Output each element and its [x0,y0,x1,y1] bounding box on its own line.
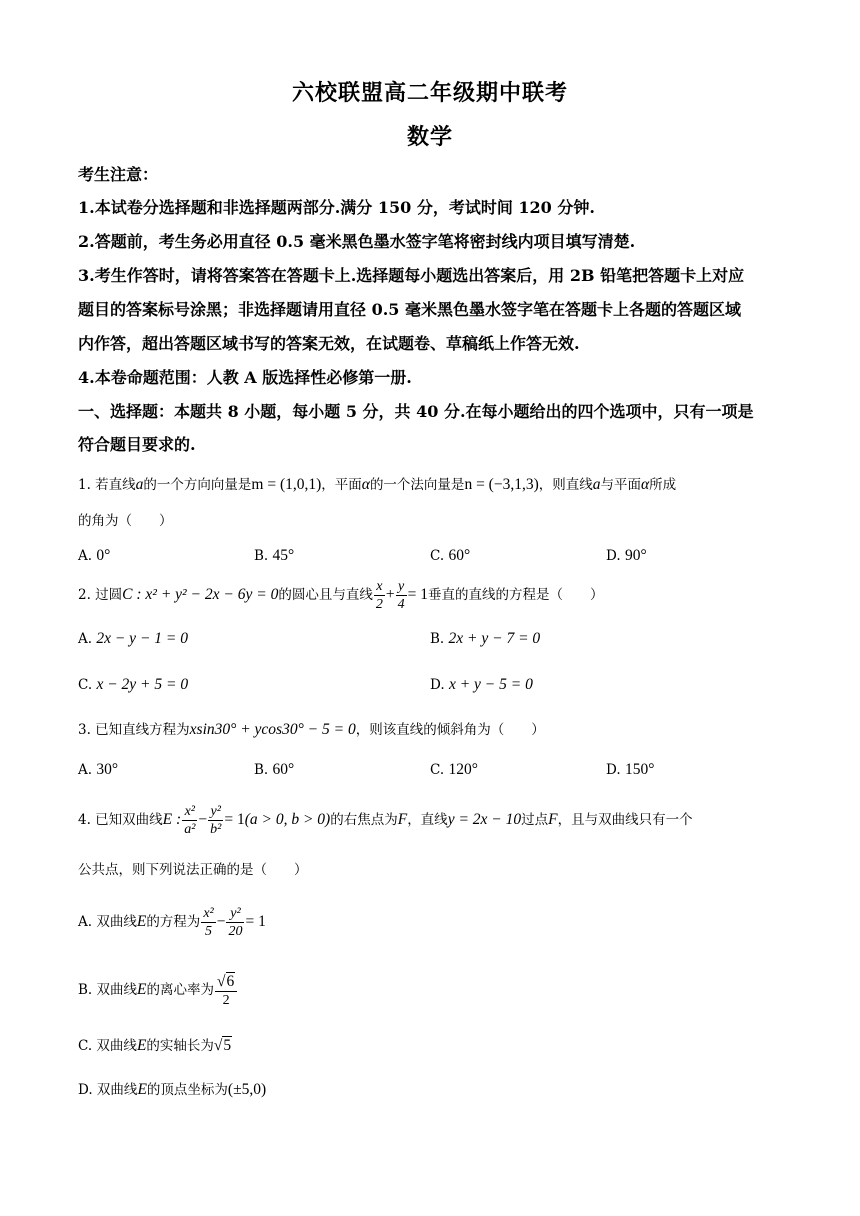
notice-item-3-line-3: 内作答，超出答题区域书写的答案无效，在试题卷、草稿纸上作答无效. [78,334,580,353]
notice-item-2: 2.答题前，考生务必用直径 0.5 毫米黑色墨水签字笔将密封线内项目填写清楚. [78,232,636,251]
fraction-y-over-4: $\frac{y}{4}$ [397,578,405,612]
fraction-y2-over-20: $\frac{\text{y²}}{20}$ [228,905,243,939]
q2-option-c: C. x − 2y + 5 = 0 [78,676,189,693]
line-equation: xsin30° + ycos30° − 5 = 0 [189,721,356,738]
question-4-line-2: 公共点，则下列说法正确的是（ ） [78,862,308,878]
q3-option-b: B. 60° [254,761,295,778]
fraction-sqrt6-over-2: $\frac{√6}{2}$ [215,974,237,1008]
q1-option-a: A. 0° [78,547,111,564]
sqrt-5: √5 [213,1037,232,1054]
notice-item-3-line-1: 3.考生作答时，请将答案答在答题卡上.选择题每小题选出答案后，用 2B 铅笔把答题卡上对应 [78,266,745,285]
section-1-line-2: 符合题目要求的. [78,435,196,454]
question-1-line-1: 1. 若直线a的一个方向向量是m = (1,0,1)，平面α的一个法向量是n = (−3,1,3)，则直线a与平面α所成 [78,476,677,493]
vector-n: n = (−3,1,3) [464,476,539,493]
var-alpha: α [361,476,370,493]
notice-item-3-line-2: 题目的答案标号涂黑；非选择题请用直径 0.5 毫米黑色墨水签字笔在答题卡上各题的答题区域 [78,300,741,319]
var-a: a [135,476,144,493]
q1-option-c: C. 60° [430,547,471,564]
section-1-line-1: 一、选择题：本题共 8 小题，每小题 5 分，共 40 分.在每小题给出的四个选项中，只有一项是 [78,402,754,421]
q3-option-d: D. 150° [606,761,655,778]
q2-option-a: A. 2x − y − 1 = 0 [78,630,188,647]
question-3: 3. 已知直线方程为xsin30° + ycos30° − 5 = 0，则该直线的倾斜角为（ ） [78,721,545,738]
var-a: a [592,476,601,493]
var-alpha: α [641,476,650,493]
q4-option-d: D. 双曲线E的顶点坐标为(±5,0) [78,1081,267,1098]
q3-option-c: C. 120° [430,761,478,778]
q4-option-c: C. 双曲线E的实轴长为√5 [78,1037,232,1054]
condition: (a > 0, b > 0) [244,811,331,828]
notice-heading: 考生注意： [78,165,159,184]
q3-option-a: A. 30° [78,761,119,778]
fraction-x-over-2: $\frac{x}{2}$ [375,578,383,612]
fraction-y2-over-b2: $\frac{\text{y²}}{\text{b²}}$ [210,803,222,837]
exam-title: 六校联盟高二年级期中联考 [291,80,568,106]
q2-option-d: D. x + y − 5 = 0 [430,676,533,693]
question-1-line-2: 的角为（ ） [78,513,173,529]
q1-option-d: D. 90° [606,547,647,564]
q2-option-b: B. 2x + y − 7 = 0 [430,630,541,647]
q1-option-b: B. 45° [254,547,295,564]
notice-item-4: 4.本卷命题范围：人教 A 版选择性必修第一册. [78,368,412,387]
vertex-coordinates: (±5,0) [227,1081,267,1098]
subject-title: 数学 [406,124,453,150]
question-4-line-1: 4. 已知双曲线E : $\frac{\text{x²}}{\text{a²}}$ − $\frac{\text{y²}}{\text{b²}}$ = 1(a > 0, b > 0)的右焦点为F，直线y = 2x − 10过点F，且与双曲线只有一个 [78,803,693,837]
circle-equation: C : x² + y² − 2x − 6y = 0 [122,586,279,603]
vector-m: m = (1,0,1) [251,476,322,493]
q4-option-b: B. 双曲线E的离心率为 $\frac{√6}{2}$ [78,968,238,1012]
fraction-x2-over-5: $\frac{\text{x²}}{5}$ [203,905,214,939]
fraction-x2-over-a2: $\frac{\text{x²}}{\text{a²}}$ [184,803,196,837]
notice-item-1: 1.本试卷分选择题和非选择题两部分.满分 150 分，考试时间 120 分钟. [78,198,595,217]
q4-option-a: A. 双曲线E的方程为 $\frac{\text{x²}}{5}$ − $\frac{\text{y²}}{20}$ = 1 [78,905,266,939]
line-y: y = 2x − 10 [447,811,522,828]
question-2: 2. 过圆C : x² + y² − 2x − 6y = 0的圆心且与直线 $\frac{x}{2}$ + $\frac{y}{4}$ = 1垂直的直线的方程是（ ） [78,578,604,612]
